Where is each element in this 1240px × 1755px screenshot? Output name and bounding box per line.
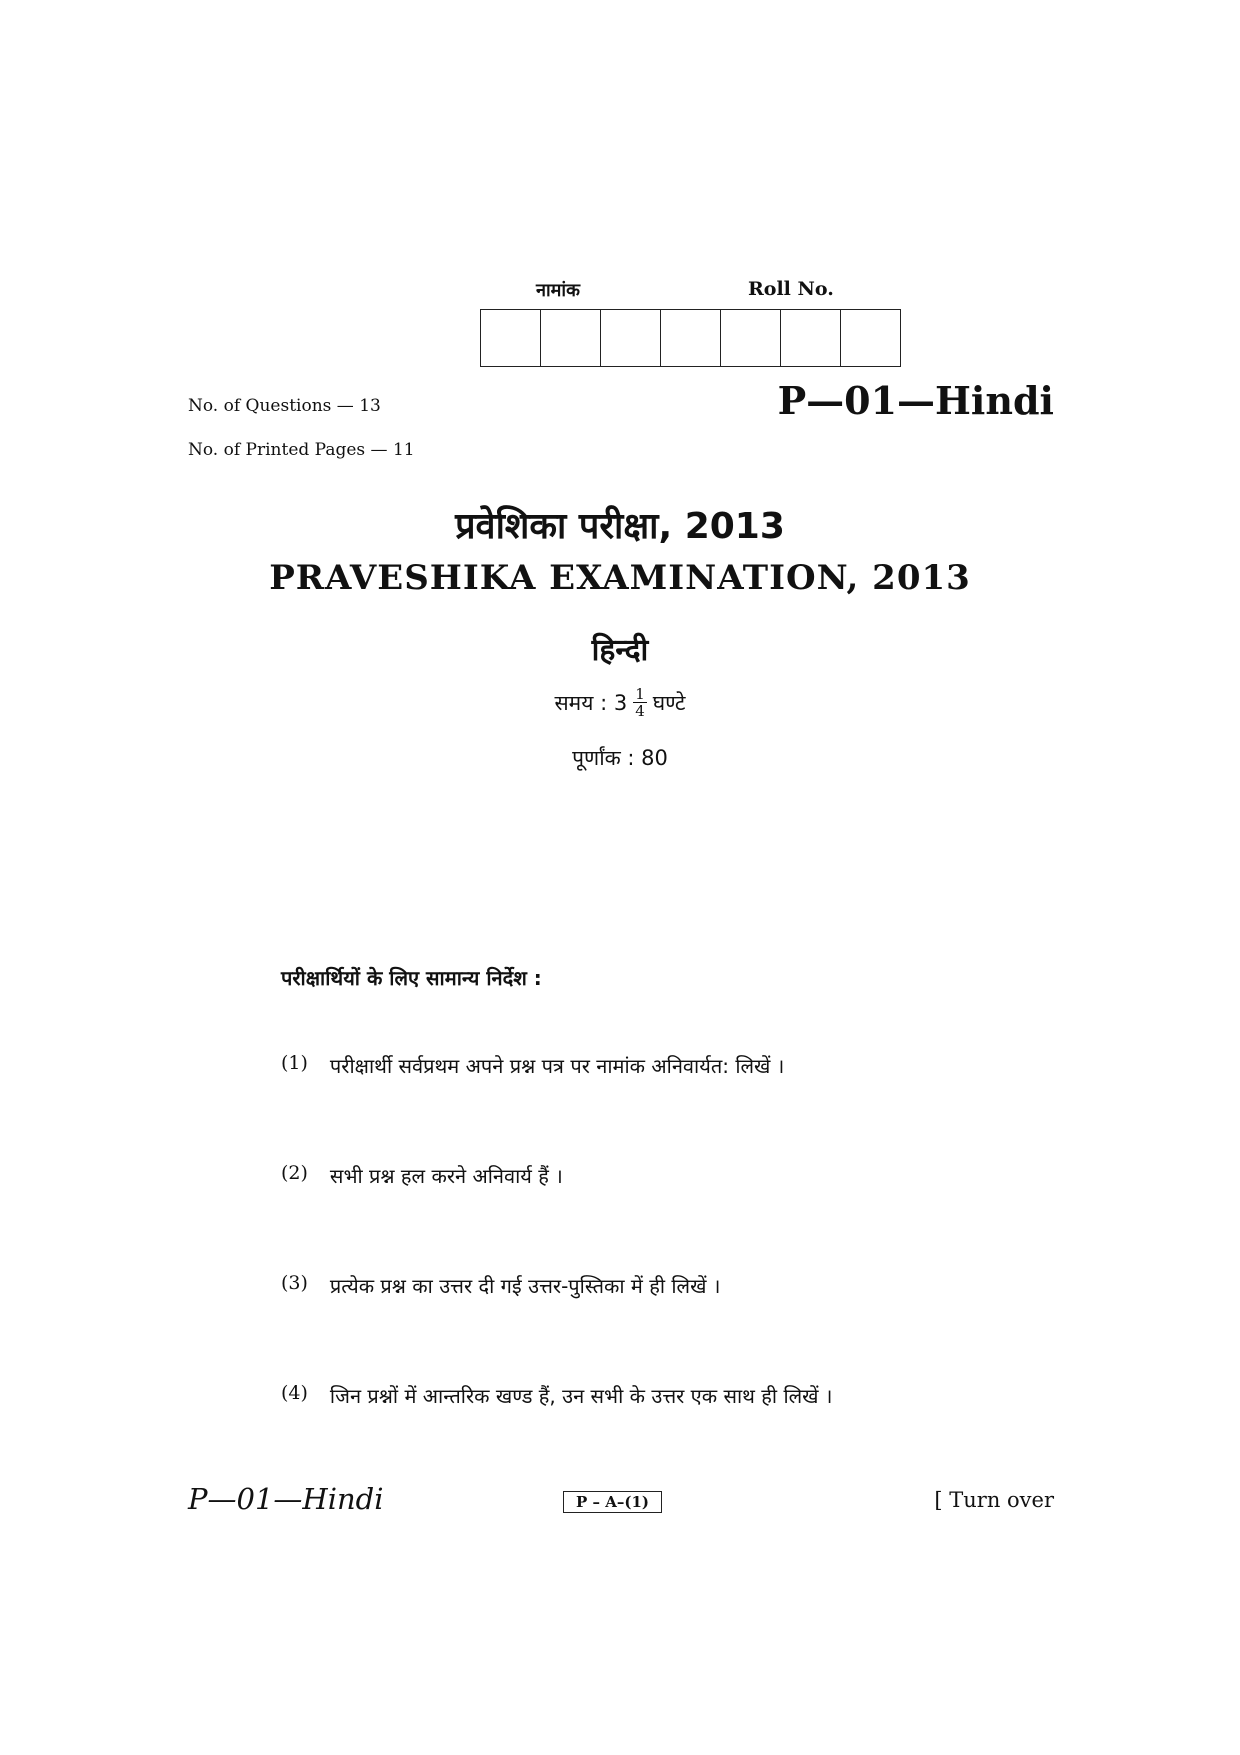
- instructions-heading: परीक्षार्थियों के लिए सामान्य निर्देश :: [281, 966, 542, 990]
- roll-digit-box[interactable]: [601, 310, 661, 366]
- instruction-text: प्रत्येक प्रश्न का उत्तर दी गई उत्तर-पुस्तिका में ही लिखें ।: [329, 1274, 721, 1298]
- instruction-number: (2): [281, 1162, 308, 1184]
- instruction-number: (3): [281, 1272, 308, 1294]
- roll-no-label: Roll No.: [748, 278, 834, 300]
- roll-digit-box[interactable]: [481, 310, 541, 366]
- roll-digit-box[interactable]: [721, 310, 781, 366]
- paper-code: P—01—Hindi: [777, 378, 1054, 423]
- roll-digit-box[interactable]: [781, 310, 841, 366]
- instruction-item: [281, 1052, 784, 1079]
- footer-paper-code: P—01—Hindi: [188, 1482, 384, 1516]
- exam-title-hindi: प्रवेशिका परीक्षा, 2013: [455, 506, 785, 547]
- roll-digit-box[interactable]: [661, 310, 721, 366]
- questions-count: No. of Questions — 13: [188, 396, 381, 416]
- instruction-text: सभी प्रश्न हल करने अनिवार्य हैं ।: [329, 1164, 563, 1188]
- roll-digit-box[interactable]: [541, 310, 601, 366]
- turn-over-note: [ Turn over: [934, 1488, 1054, 1512]
- time-unit: घण्टे: [652, 690, 686, 715]
- instruction-item: [281, 1272, 720, 1299]
- time-label: समय : 3: [554, 690, 628, 715]
- roll-number-labels: [482, 278, 902, 302]
- instruction-number: (1): [281, 1052, 308, 1074]
- instruction-number: (4): [281, 1382, 308, 1404]
- total-marks: पूर्णांक : 80: [572, 746, 668, 770]
- time-fraction: [633, 686, 647, 719]
- roll-number-boxes: [480, 309, 901, 367]
- printed-pages-count: No. of Printed Pages — 11: [188, 440, 415, 460]
- time-duration: [0, 686, 1240, 719]
- roll-digit-box[interactable]: [841, 310, 900, 366]
- instruction-item: [281, 1382, 832, 1409]
- instruction-text: परीक्षार्थी सर्वप्रथम अपने प्रश्न पत्र पर नामांक अनिवार्यत: लिखें ।: [329, 1054, 785, 1078]
- instruction-item: [281, 1162, 563, 1189]
- exam-title-english: PRAVESHIKA EXAMINATION, 2013: [269, 558, 971, 598]
- footer-page-reference: P – A–(1): [563, 1491, 662, 1513]
- instruction-text: जिन प्रश्नों में आन्तरिक खण्ड हैं, उन सभी के उत्तर एक साथ ही लिखें ।: [329, 1384, 833, 1408]
- fraction-numerator: 1: [635, 685, 645, 703]
- namank-label: नामांक: [536, 280, 580, 301]
- fraction-denominator: 4: [635, 702, 645, 720]
- subject-title: हिन्दी: [591, 633, 649, 668]
